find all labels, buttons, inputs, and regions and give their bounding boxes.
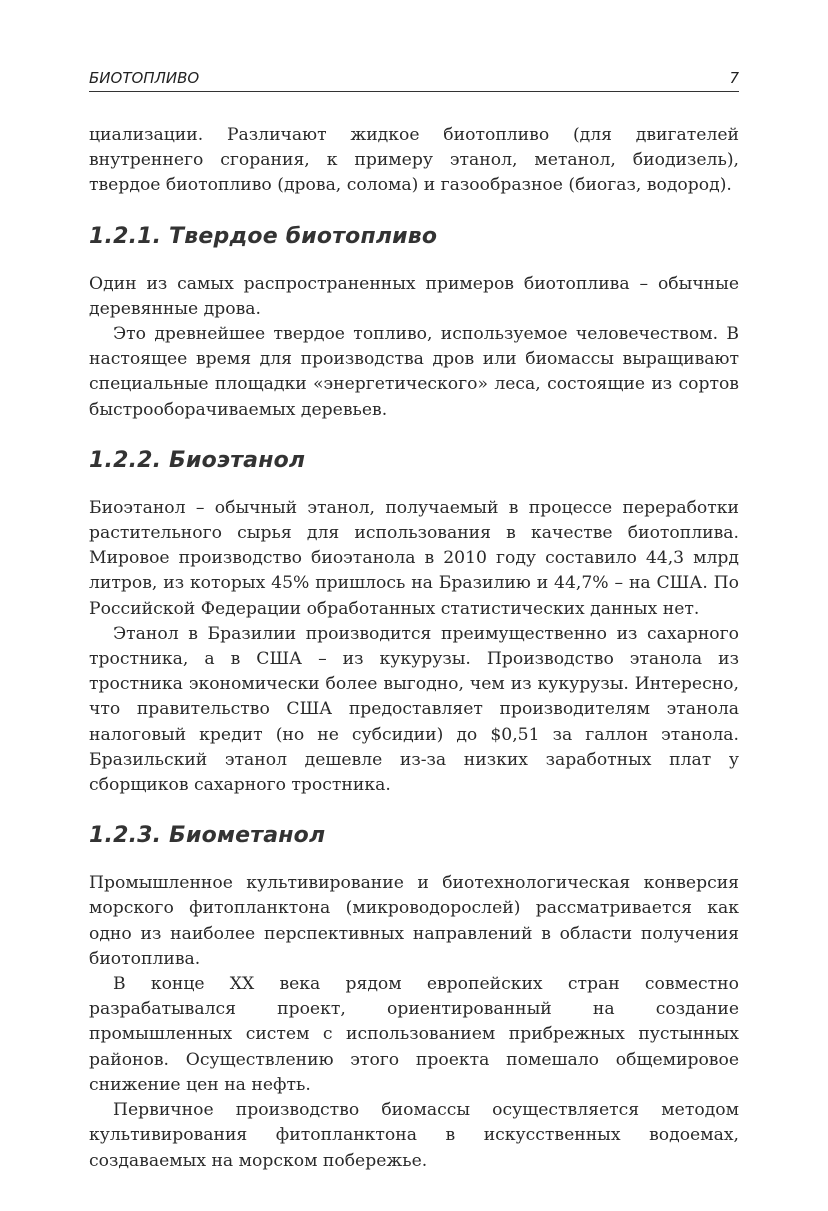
page-number: 7	[729, 69, 739, 87]
running-head	[89, 68, 739, 92]
book-page	[89, 68, 739, 1174]
paragraph: Промышленное культивирование и биотехнологическая конверсия морского фитопланктона (микроводорослей) рассматривается как одно из наиболее перспективных направлений в области получения биотоплива.	[89, 873, 739, 969]
paragraph: Биоэтанол – обычный этанол, получаемый в процессе переработки растительного сырья для использования в качестве биотоплива. Мировое производство биоэтанола в 2010 году составило 44,3 млрд литров, из которых 45% пришлось на Бразилию и 44,7% – на США. По Российской Федерации обработанных статистических данных нет.	[89, 497, 739, 619]
section-biomethanol	[89, 822, 739, 1173]
paragraph: Это древнейшее твердое топливо, используемое человечеством. В настоящее время для производства дров или биомассы выращивают специальные площадки «энергетического» леса, состоящие из сортов быстрооборачиваемых деревьев.	[89, 324, 739, 420]
paragraph: Первичное производство биомассы осуществляется методом культивирования фитопланктона в искусственных водоемах, создаваемых на морском побережье.	[89, 1100, 739, 1171]
section-solid-biofuel	[89, 223, 739, 423]
paragraph: В конце XX века рядом европейских стран совместно разрабатывался проект, ориентированный на создание промышленных систем с использованием прибрежных пустынных районов. Осуществлению этого проекта помешало общемировое снижение цен на нефть.	[89, 974, 739, 1095]
intro-paragraph: циализации. Различают жидкое биотопливо (для двигателей внутреннего сгорания, к примеру этанол, метанол, биодизель), твердое биотопливо (дрова, солома) и газообразное (биогаз, водород).	[89, 125, 739, 196]
section-heading: 1.2.2. Биоэтанол	[89, 447, 306, 473]
paragraph: Один из самых распространенных примеров биотоплива – обычные деревянные дрова.	[89, 273, 739, 319]
running-title: БИОТОПЛИВО	[89, 69, 200, 87]
section-heading: 1.2.3. Биометанол	[89, 823, 326, 849]
section-bioethanol	[89, 447, 739, 798]
paragraph: Этанол в Бразилии производится преимущественно из сахарного тростника, а в США – из кукурузы. Производство этанола из тростника экономически более выгодно, чем из кукурузы. Интересно, что правительство США предоставляет производителям этанола налоговый кредит (но не субсидии) до $0,51 за галлон этанола. Бразильский этанол дешевле из-за низких заработных плат у сборщиков сахарного тростника.	[89, 623, 739, 796]
page-content	[89, 123, 739, 1174]
section-heading: 1.2.1. Твердое биотопливо	[89, 223, 438, 249]
